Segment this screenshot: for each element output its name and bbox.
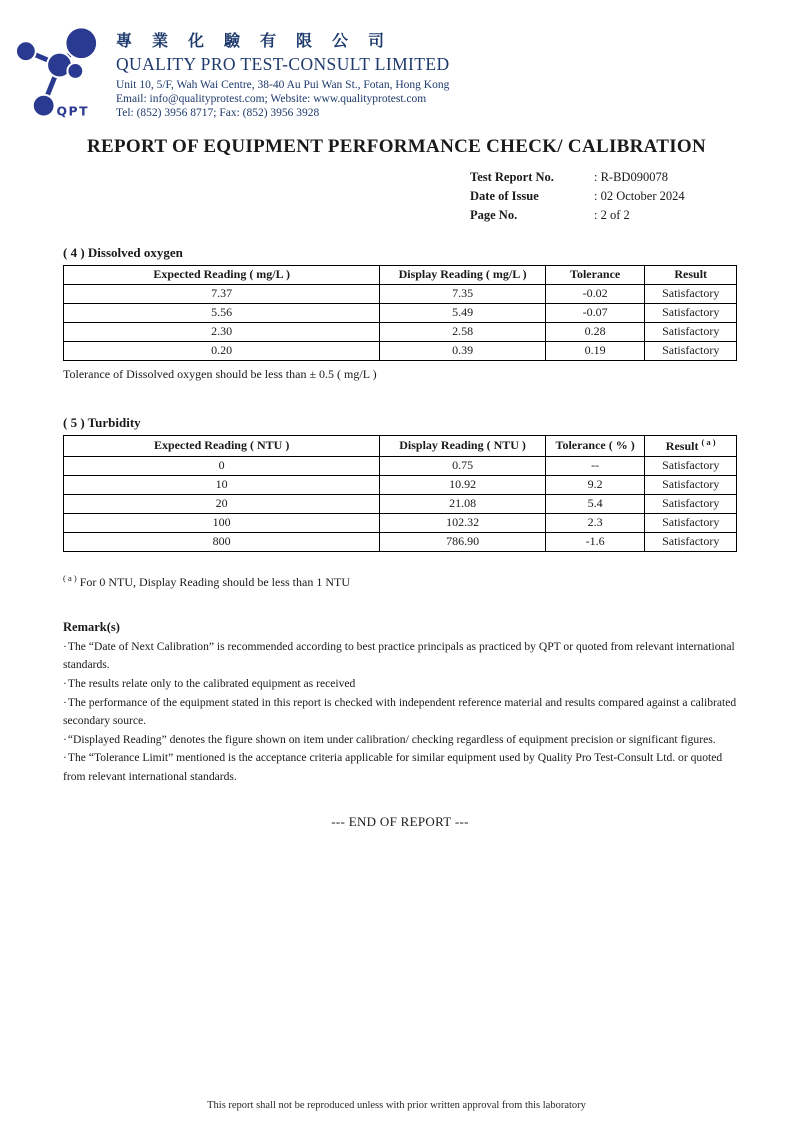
remarks-heading: Remark(s): [63, 619, 120, 634]
remark-text: The “Date of Next Calibration” is recommended according to best practice principals as practiced by QPT or quoted from relevant international standards.: [63, 639, 735, 672]
info-label: Date of Issue: [470, 189, 539, 204]
remark-item: [63, 638, 737, 675]
table-cell: Satisfactory: [645, 303, 737, 322]
info-value: : R-BD090078: [594, 170, 668, 185]
table-cell: Satisfactory: [645, 322, 737, 341]
remark-item: [63, 731, 737, 750]
table-cell: Satisfactory: [645, 456, 737, 475]
remark-item: [63, 694, 737, 731]
table-cell: 5.49: [380, 303, 546, 322]
report-title: REPORT OF EQUIPMENT PERFORMANCE CHECK/ CALIBRATION: [86, 136, 707, 158]
table-header-cell: Display Reading ( mg/L ): [380, 265, 546, 284]
table-cell: 0.19: [545, 341, 645, 360]
company-name-english: QUALITY PRO TEST-CONSULT LIMITED: [116, 54, 450, 74]
table-row: [64, 322, 737, 341]
table-cell: -1.6: [545, 532, 645, 551]
remark-text: “Displayed Reading” denotes the figure shown on item under calibration/ checking regardless of equipment precision or significant figures.: [67, 732, 716, 746]
table-cell: 100: [64, 513, 380, 532]
table-cell: 5.4: [545, 494, 645, 513]
table-row: [64, 456, 737, 475]
table-cell: 10: [64, 475, 380, 494]
report-info-row: [470, 168, 793, 187]
table-cell: 5.56: [64, 303, 380, 322]
table-cell: 7.37: [64, 284, 380, 303]
table-cell: Satisfactory: [645, 494, 737, 513]
qpt-molecule-icon: [13, 18, 107, 118]
table-cell: 2.58: [380, 322, 546, 341]
company-logo: [13, 18, 107, 118]
table-cell: Satisfactory: [645, 284, 737, 303]
remark-bullet: ·: [63, 732, 67, 746]
table-cell: -0.02: [545, 284, 645, 303]
table-header-cell: Display Reading ( NTU ): [380, 435, 546, 456]
table-header-cell: Expected Reading ( mg/L ): [64, 265, 380, 284]
table-header-row: [64, 435, 737, 456]
table-cell: 21.08: [380, 494, 546, 513]
table-cell: 2.3: [545, 513, 645, 532]
remark-item: [63, 749, 737, 786]
table-row: [64, 341, 737, 360]
remark-item: [63, 675, 737, 694]
info-label: Page No.: [470, 207, 518, 222]
table-cell: -0.07: [545, 303, 645, 322]
company-name-chinese: 專 業 化 驗 有 限 公 司: [116, 33, 393, 50]
table-cell: 786.90: [380, 532, 546, 551]
table-cell: --: [545, 456, 645, 475]
letterhead: [0, 0, 793, 120]
table-header-cell: Result $^{( a )}$: [645, 435, 737, 456]
table-cell: Satisfactory: [645, 513, 737, 532]
table-header-cell: Expected Reading ( NTU ): [64, 435, 380, 456]
section-4-heading: ( 4 ) Dissolved oxygen: [63, 244, 183, 260]
table-cell: 800: [64, 532, 380, 551]
company-address: Unit 10, 5/F, Wah Wai Centre, 38-40 Au Pui Wan St., Fotan, Hong Kong: [116, 79, 450, 91]
table-cell: Satisfactory: [645, 532, 737, 551]
turbidity-footnote: [63, 573, 737, 590]
table-header-row: [64, 265, 737, 284]
dissolved-oxygen-table: [63, 265, 737, 361]
report-info: [470, 168, 793, 224]
table-header-cell: Tolerance ( % ): [545, 435, 645, 456]
table-cell: Satisfactory: [645, 475, 737, 494]
table-cell: 0.28: [545, 322, 645, 341]
table-cell: 7.35: [380, 284, 546, 303]
company-email-website: Email: info@qualityprotest.com; Website: www.qualityprotest.com: [116, 92, 427, 105]
report-body: [0, 245, 793, 830]
footnote-marker: ( a ): [63, 572, 77, 583]
table-cell: 20: [64, 494, 380, 513]
qpt-logo-text: QPT: [56, 104, 89, 118]
report-info-row: [470, 187, 793, 206]
table-cell: 9.2: [545, 475, 645, 494]
remark-text: The performance of the equipment stated in this report is checked with independent reference material and results compared against a calibrated secondary source.: [63, 695, 737, 728]
table-row: [64, 494, 737, 513]
table-cell: 0.75: [380, 456, 546, 475]
table-cell: 0.39: [380, 341, 546, 360]
table-cell: 2.30: [64, 322, 380, 341]
table-row: [64, 532, 737, 551]
section-5-heading: ( 5 ) Turbidity: [63, 414, 141, 430]
remark-text: The “Tolerance Limit” mentioned is the acceptance criteria applicable for similar equipment used by Quality Pro Test-Consult Ltd. or quoted from relevant international standards.: [63, 751, 723, 783]
remarks-list: [63, 638, 737, 787]
info-label: Test Report No.: [470, 170, 554, 185]
footnote-text: For 0 NTU, Display Reading should be less than 1 NTU: [76, 574, 350, 589]
table-header-cell: Tolerance: [545, 265, 645, 284]
table-header-cell: Result: [645, 265, 737, 284]
table-cell: 0.20: [64, 341, 380, 360]
table-row: [64, 284, 737, 303]
remark-bullet: ·: [63, 639, 67, 653]
table-cell: 10.92: [380, 475, 546, 494]
remark-text: The results relate only to the calibrated equipment as received: [67, 676, 356, 690]
end-of-report: --- END OF REPORT ---: [331, 813, 469, 829]
remark-bullet: ·: [63, 751, 67, 765]
company-tel-fax: Tel: (852) 3956 8717; Fax: (852) 3956 3928: [116, 106, 320, 119]
table-row: [64, 303, 737, 322]
turbidity-table: [63, 435, 737, 552]
table-cell: Satisfactory: [645, 341, 737, 360]
header-footnote-marker: ( a ): [701, 437, 716, 448]
table-cell: 0: [64, 456, 380, 475]
company-identity: [116, 18, 449, 120]
report-info-row: [470, 206, 793, 225]
info-value: : 02 October 2024: [594, 189, 685, 204]
dissolved-oxygen-tolerance-note: Tolerance of Dissolved oxygen should be less than ± 0.5 ( mg/L ): [63, 366, 377, 381]
table-cell: 102.32: [380, 513, 546, 532]
remark-bullet: ·: [63, 695, 67, 709]
footer-note: This report shall not be reproduced unless with prior written approval from this laboratory: [207, 1100, 586, 1111]
table-row: [64, 475, 737, 494]
table-row: [64, 513, 737, 532]
remark-bullet: ·: [63, 676, 67, 690]
info-value: : 2 of 2: [594, 207, 630, 222]
company-contact-block: [116, 79, 449, 120]
